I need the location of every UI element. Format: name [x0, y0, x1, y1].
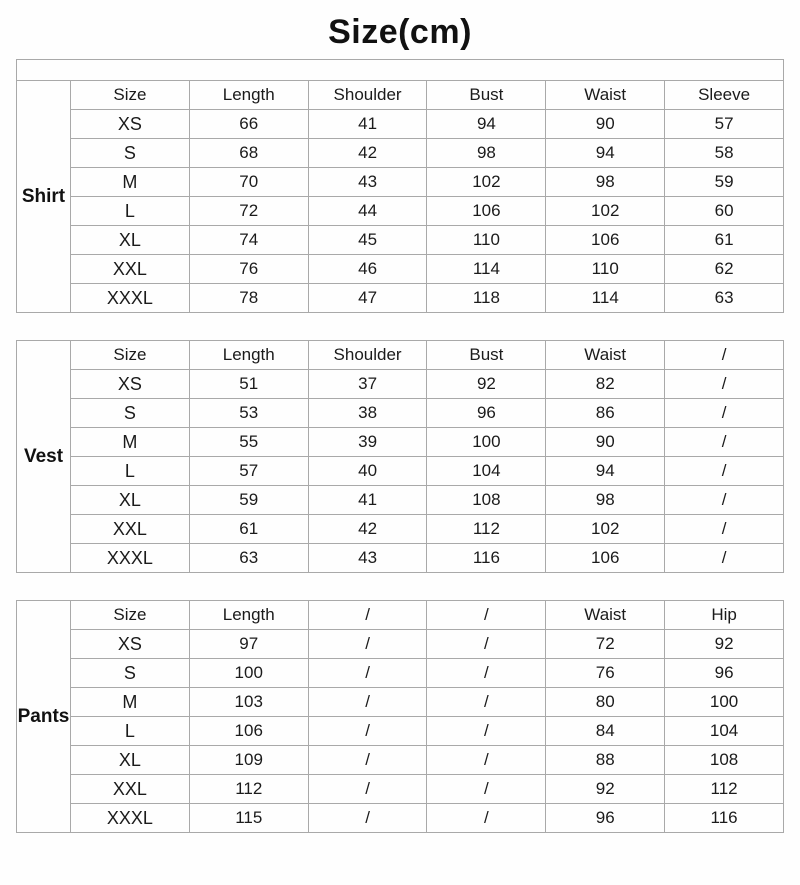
value-cell: /: [427, 630, 546, 659]
column-header: Length: [189, 341, 308, 370]
column-header: Hip: [665, 601, 784, 630]
value-cell: /: [308, 717, 427, 746]
value-cell: 45: [308, 226, 427, 255]
value-cell: 94: [546, 139, 665, 168]
table-label-pants: Pants: [17, 601, 71, 833]
size-cell: XXL: [71, 515, 190, 544]
value-cell: 41: [308, 486, 427, 515]
value-cell: /: [427, 804, 546, 833]
value-cell: /: [665, 457, 784, 486]
column-header: Length: [189, 81, 308, 110]
value-cell: 100: [427, 428, 546, 457]
value-cell: 106: [546, 544, 665, 573]
table-row: [17, 255, 784, 284]
value-cell: 57: [189, 457, 308, 486]
value-cell: 63: [189, 544, 308, 573]
table-row: [17, 457, 784, 486]
value-cell: 98: [546, 486, 665, 515]
value-cell: 108: [427, 486, 546, 515]
column-header: Length: [189, 601, 308, 630]
value-cell: 104: [665, 717, 784, 746]
table-row: [17, 688, 784, 717]
size-cell: XXXL: [71, 804, 190, 833]
size-cell: M: [71, 688, 190, 717]
size-cell: XL: [71, 746, 190, 775]
value-cell: 78: [189, 284, 308, 313]
table-row: [17, 746, 784, 775]
value-cell: 43: [308, 168, 427, 197]
table-row: [17, 515, 784, 544]
value-cell: 118: [427, 284, 546, 313]
value-cell: /: [665, 544, 784, 573]
column-header: Shoulder: [308, 81, 427, 110]
value-cell: 106: [427, 197, 546, 226]
size-cell: S: [71, 399, 190, 428]
value-cell: 92: [546, 775, 665, 804]
value-cell: 114: [546, 284, 665, 313]
table-row: [17, 168, 784, 197]
value-cell: 84: [546, 717, 665, 746]
value-cell: 110: [427, 226, 546, 255]
size-cell: XXL: [71, 775, 190, 804]
value-cell: 42: [308, 515, 427, 544]
value-cell: /: [665, 428, 784, 457]
table-row: [17, 659, 784, 688]
column-header: /: [427, 601, 546, 630]
table-row: [17, 110, 784, 139]
table-row: [17, 486, 784, 515]
value-cell: 98: [546, 168, 665, 197]
value-cell: 46: [308, 255, 427, 284]
value-cell: /: [665, 370, 784, 399]
page-title: Size(cm): [328, 13, 472, 51]
value-cell: /: [427, 688, 546, 717]
value-cell: 106: [546, 226, 665, 255]
header-row: [17, 81, 784, 110]
table-row: [17, 197, 784, 226]
value-cell: 104: [427, 457, 546, 486]
table-row: [17, 775, 784, 804]
value-cell: 42: [308, 139, 427, 168]
value-cell: 59: [189, 486, 308, 515]
table-label-shirt: Shirt: [17, 81, 71, 313]
size-cell: M: [71, 428, 190, 457]
size-cell: XXL: [71, 255, 190, 284]
value-cell: /: [665, 486, 784, 515]
size-cell: XL: [71, 486, 190, 515]
size-table-vest: [16, 340, 784, 573]
value-cell: 61: [189, 515, 308, 544]
value-cell: /: [308, 804, 427, 833]
value-cell: 86: [546, 399, 665, 428]
value-cell: 44: [308, 197, 427, 226]
value-cell: 58: [665, 139, 784, 168]
column-header: Bust: [427, 81, 546, 110]
value-cell: 55: [189, 428, 308, 457]
value-cell: 103: [189, 688, 308, 717]
size-cell: XS: [71, 370, 190, 399]
column-header: /: [308, 601, 427, 630]
value-cell: /: [427, 746, 546, 775]
value-cell: 116: [427, 544, 546, 573]
size-table-shirt: [16, 59, 784, 313]
value-cell: 102: [427, 168, 546, 197]
size-table-pants: [16, 600, 784, 833]
value-cell: 102: [546, 197, 665, 226]
value-cell: /: [308, 659, 427, 688]
value-cell: /: [308, 775, 427, 804]
column-header: Size: [71, 601, 190, 630]
size-cell: L: [71, 457, 190, 486]
value-cell: /: [665, 515, 784, 544]
value-cell: 63: [665, 284, 784, 313]
value-cell: 61: [665, 226, 784, 255]
value-cell: 40: [308, 457, 427, 486]
table-label-vest: Vest: [17, 341, 71, 573]
value-cell: 112: [427, 515, 546, 544]
value-cell: 47: [308, 284, 427, 313]
table-row: [17, 399, 784, 428]
value-cell: 59: [665, 168, 784, 197]
size-cell: L: [71, 197, 190, 226]
value-cell: 108: [665, 746, 784, 775]
value-cell: /: [308, 688, 427, 717]
value-cell: /: [427, 775, 546, 804]
value-cell: 88: [546, 746, 665, 775]
header-row: [17, 341, 784, 370]
value-cell: /: [665, 399, 784, 428]
value-cell: 53: [189, 399, 308, 428]
value-cell: 115: [189, 804, 308, 833]
value-cell: 100: [189, 659, 308, 688]
value-cell: 96: [546, 804, 665, 833]
table-row: [17, 428, 784, 457]
size-cell: XS: [71, 110, 190, 139]
column-header: Size: [71, 341, 190, 370]
value-cell: 74: [189, 226, 308, 255]
spacer-cell: [17, 60, 784, 81]
value-cell: 62: [665, 255, 784, 284]
value-cell: 90: [546, 428, 665, 457]
value-cell: 57: [665, 110, 784, 139]
value-cell: /: [308, 746, 427, 775]
table-row: [17, 544, 784, 573]
value-cell: 94: [427, 110, 546, 139]
value-cell: /: [427, 717, 546, 746]
size-cell: S: [71, 139, 190, 168]
value-cell: 80: [546, 688, 665, 717]
value-cell: 92: [665, 630, 784, 659]
size-cell: XS: [71, 630, 190, 659]
value-cell: 112: [189, 775, 308, 804]
value-cell: 39: [308, 428, 427, 457]
table-row: [17, 139, 784, 168]
value-cell: 41: [308, 110, 427, 139]
size-cell: XXXL: [71, 544, 190, 573]
value-cell: 60: [665, 197, 784, 226]
value-cell: 68: [189, 139, 308, 168]
column-header: Bust: [427, 341, 546, 370]
value-cell: 82: [546, 370, 665, 399]
value-cell: 37: [308, 370, 427, 399]
value-cell: /: [427, 659, 546, 688]
value-cell: 70: [189, 168, 308, 197]
value-cell: 96: [427, 399, 546, 428]
table-row: [17, 284, 784, 313]
value-cell: 116: [665, 804, 784, 833]
value-cell: /: [308, 630, 427, 659]
value-cell: 110: [546, 255, 665, 284]
value-cell: 38: [308, 399, 427, 428]
value-cell: 112: [665, 775, 784, 804]
value-cell: 114: [427, 255, 546, 284]
value-cell: 90: [546, 110, 665, 139]
column-header: Size: [71, 81, 190, 110]
value-cell: 94: [546, 457, 665, 486]
value-cell: 100: [665, 688, 784, 717]
column-header: Waist: [546, 81, 665, 110]
table-row: [17, 804, 784, 833]
value-cell: 109: [189, 746, 308, 775]
size-cell: XXXL: [71, 284, 190, 313]
column-header: Shoulder: [308, 341, 427, 370]
value-cell: 106: [189, 717, 308, 746]
value-cell: 98: [427, 139, 546, 168]
table-row: [17, 717, 784, 746]
value-cell: 72: [546, 630, 665, 659]
value-cell: 102: [546, 515, 665, 544]
size-cell: S: [71, 659, 190, 688]
value-cell: 43: [308, 544, 427, 573]
value-cell: 96: [665, 659, 784, 688]
column-header: /: [665, 341, 784, 370]
value-cell: 76: [189, 255, 308, 284]
column-header: Waist: [546, 601, 665, 630]
size-tables: [0, 59, 800, 833]
value-cell: 51: [189, 370, 308, 399]
table-row: [17, 630, 784, 659]
size-cell: M: [71, 168, 190, 197]
column-header: Waist: [546, 341, 665, 370]
value-cell: 92: [427, 370, 546, 399]
size-cell: L: [71, 717, 190, 746]
table-row: [17, 370, 784, 399]
value-cell: 72: [189, 197, 308, 226]
table-row: [17, 226, 784, 255]
size-cell: XL: [71, 226, 190, 255]
header-row: [17, 601, 784, 630]
column-header: Sleeve: [665, 81, 784, 110]
value-cell: 66: [189, 110, 308, 139]
value-cell: 97: [189, 630, 308, 659]
spacer-row: [17, 60, 784, 81]
value-cell: 76: [546, 659, 665, 688]
